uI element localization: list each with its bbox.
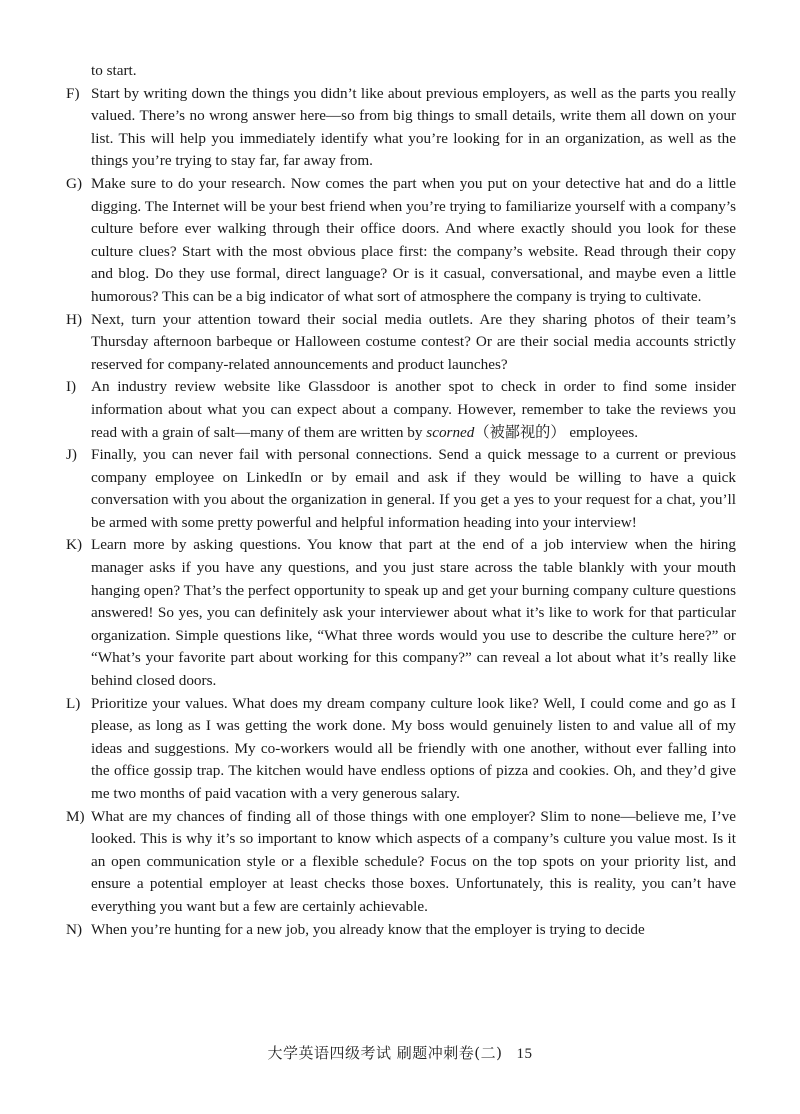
paragraph-label: G) [66,174,83,192]
paragraph-label: J) [66,446,77,464]
document-page [66,60,736,941]
paragraph-label: N) [66,920,83,938]
paragraph-text: When you’re hunting for a new job, you already know that the employer is trying to decide [91,920,645,938]
paragraph-label: F) [66,84,80,102]
text-before: An industry review website like Glassdoor is another spot to check in order to find some insider information about what you can expect about a company. However, remember to take the reviews you read with a grain of salt—many of them are written by [91,378,736,441]
paragraph-text: Learn more by asking questions. You know that part at the end of a job interview when the hiring manager asks if you have any questions, and you just stare across the table blankly with your mouth hanging open? That’s the perfect opportunity to speak up and get your burning company culture questions answered! So yes, you can definitely ask your interviewer about what it’s like to work for that particular organization. Simple questions like, “What three words would you use to describe the culture here?” or “What’s your favorite part about working for this company?” can reveal a lot about what it’s really like behind closed doors. [91,536,736,690]
page-footer [0,1042,800,1063]
paragraph-label: L) [66,694,81,712]
paragraph-m [66,806,736,919]
chinese-gloss: （被鄙视的） [474,423,566,441]
paragraph-l [66,693,736,806]
continuation-text: to start. [91,62,137,79]
paragraph-text: Prioritize your values. What does my dream company culture look like? Well, I could come and go as I please, as long as I was getting the work done. My boss would genuinely listen to and value all of my ideas and suggestions. My co-workers would all be friendly with one another, without ever falling into the office gossip trap. The kitchen would have endless options of pizza and cookies. Oh, and they’d give me two months of paid vacation with a very generous salary. [91,694,736,802]
paragraph-text: Start by writing down the things you didn’t like about previous employers, as well as the parts you really valued. There’s no wrong answer here—so from big things to small details, write them all down on your list. This will help you immediately identify what you’re looking for in an organization, as well as the things you’re trying to stay far, far away from. [91,84,736,170]
paragraph-text: Finally, you can never fail with personal connections. Send a quick message to a current or previous company employee on LinkedIn or by email and ask if they would be willing to have a quick conversation with you about the organization in general. If you get a yes to your request for a chat, you’ll be armed with some pretty powerful and helpful information heading into your interview! [91,446,736,531]
italic-term: scorned [426,423,475,441]
page-number: 15 [516,1046,533,1062]
paragraph-label: H) [66,310,83,328]
paragraph-j [66,444,736,534]
footer-title: 大学英语四级考试 刷题冲刺卷(二) [267,1044,503,1062]
paragraph-f [66,83,736,173]
paragraph-text [91,376,736,444]
paragraph-label: I) [66,378,77,396]
paragraph-label: K) [66,536,83,554]
text-after: employees. [565,423,639,441]
paragraph-i [66,376,736,444]
paragraph-n [66,919,736,942]
paragraph-k [66,534,736,692]
paragraph-text: What are my chances of finding all of those things with one employer? Slim to none—believe me, I’ve looked. This is why it’s so important to know which aspects of a company’s culture you value most. Is it an open communication style or a flexible schedule? Focus on the top spots on your priority list, and ensure a potential employer at least checks those boxes. Unfortunately, this is reality, you can’t have everything you want but a few are certainly achievable. [91,807,736,915]
paragraph-h [66,309,736,377]
paragraph-text: Make sure to do your research. Now comes the part when you put on your detective hat and do a little digging. The Internet will be your best friend when you’re trying to familiarize yourself with a company’s culture before ever walking through their office doors. And where exactly should you look for these culture clues? Start with the most obvious place first: the company’s website. Read through their copy and blog. Do they use formal, direct language? Or is it casual, conversational, and maybe even a little humorous? This can be a big indicator of what sort of atmosphere the company is trying to cultivate. [91,174,736,305]
paragraph-text: Next, turn your attention toward their social media outlets. Are they sharing photos of their team’s Thursday afternoon barbeque or Halloween costume contest? Or are their social media accounts strictly reserved for company-related announcements and product launches? [91,310,736,373]
paragraph-label: M) [66,807,85,825]
paragraph-g [66,173,736,309]
